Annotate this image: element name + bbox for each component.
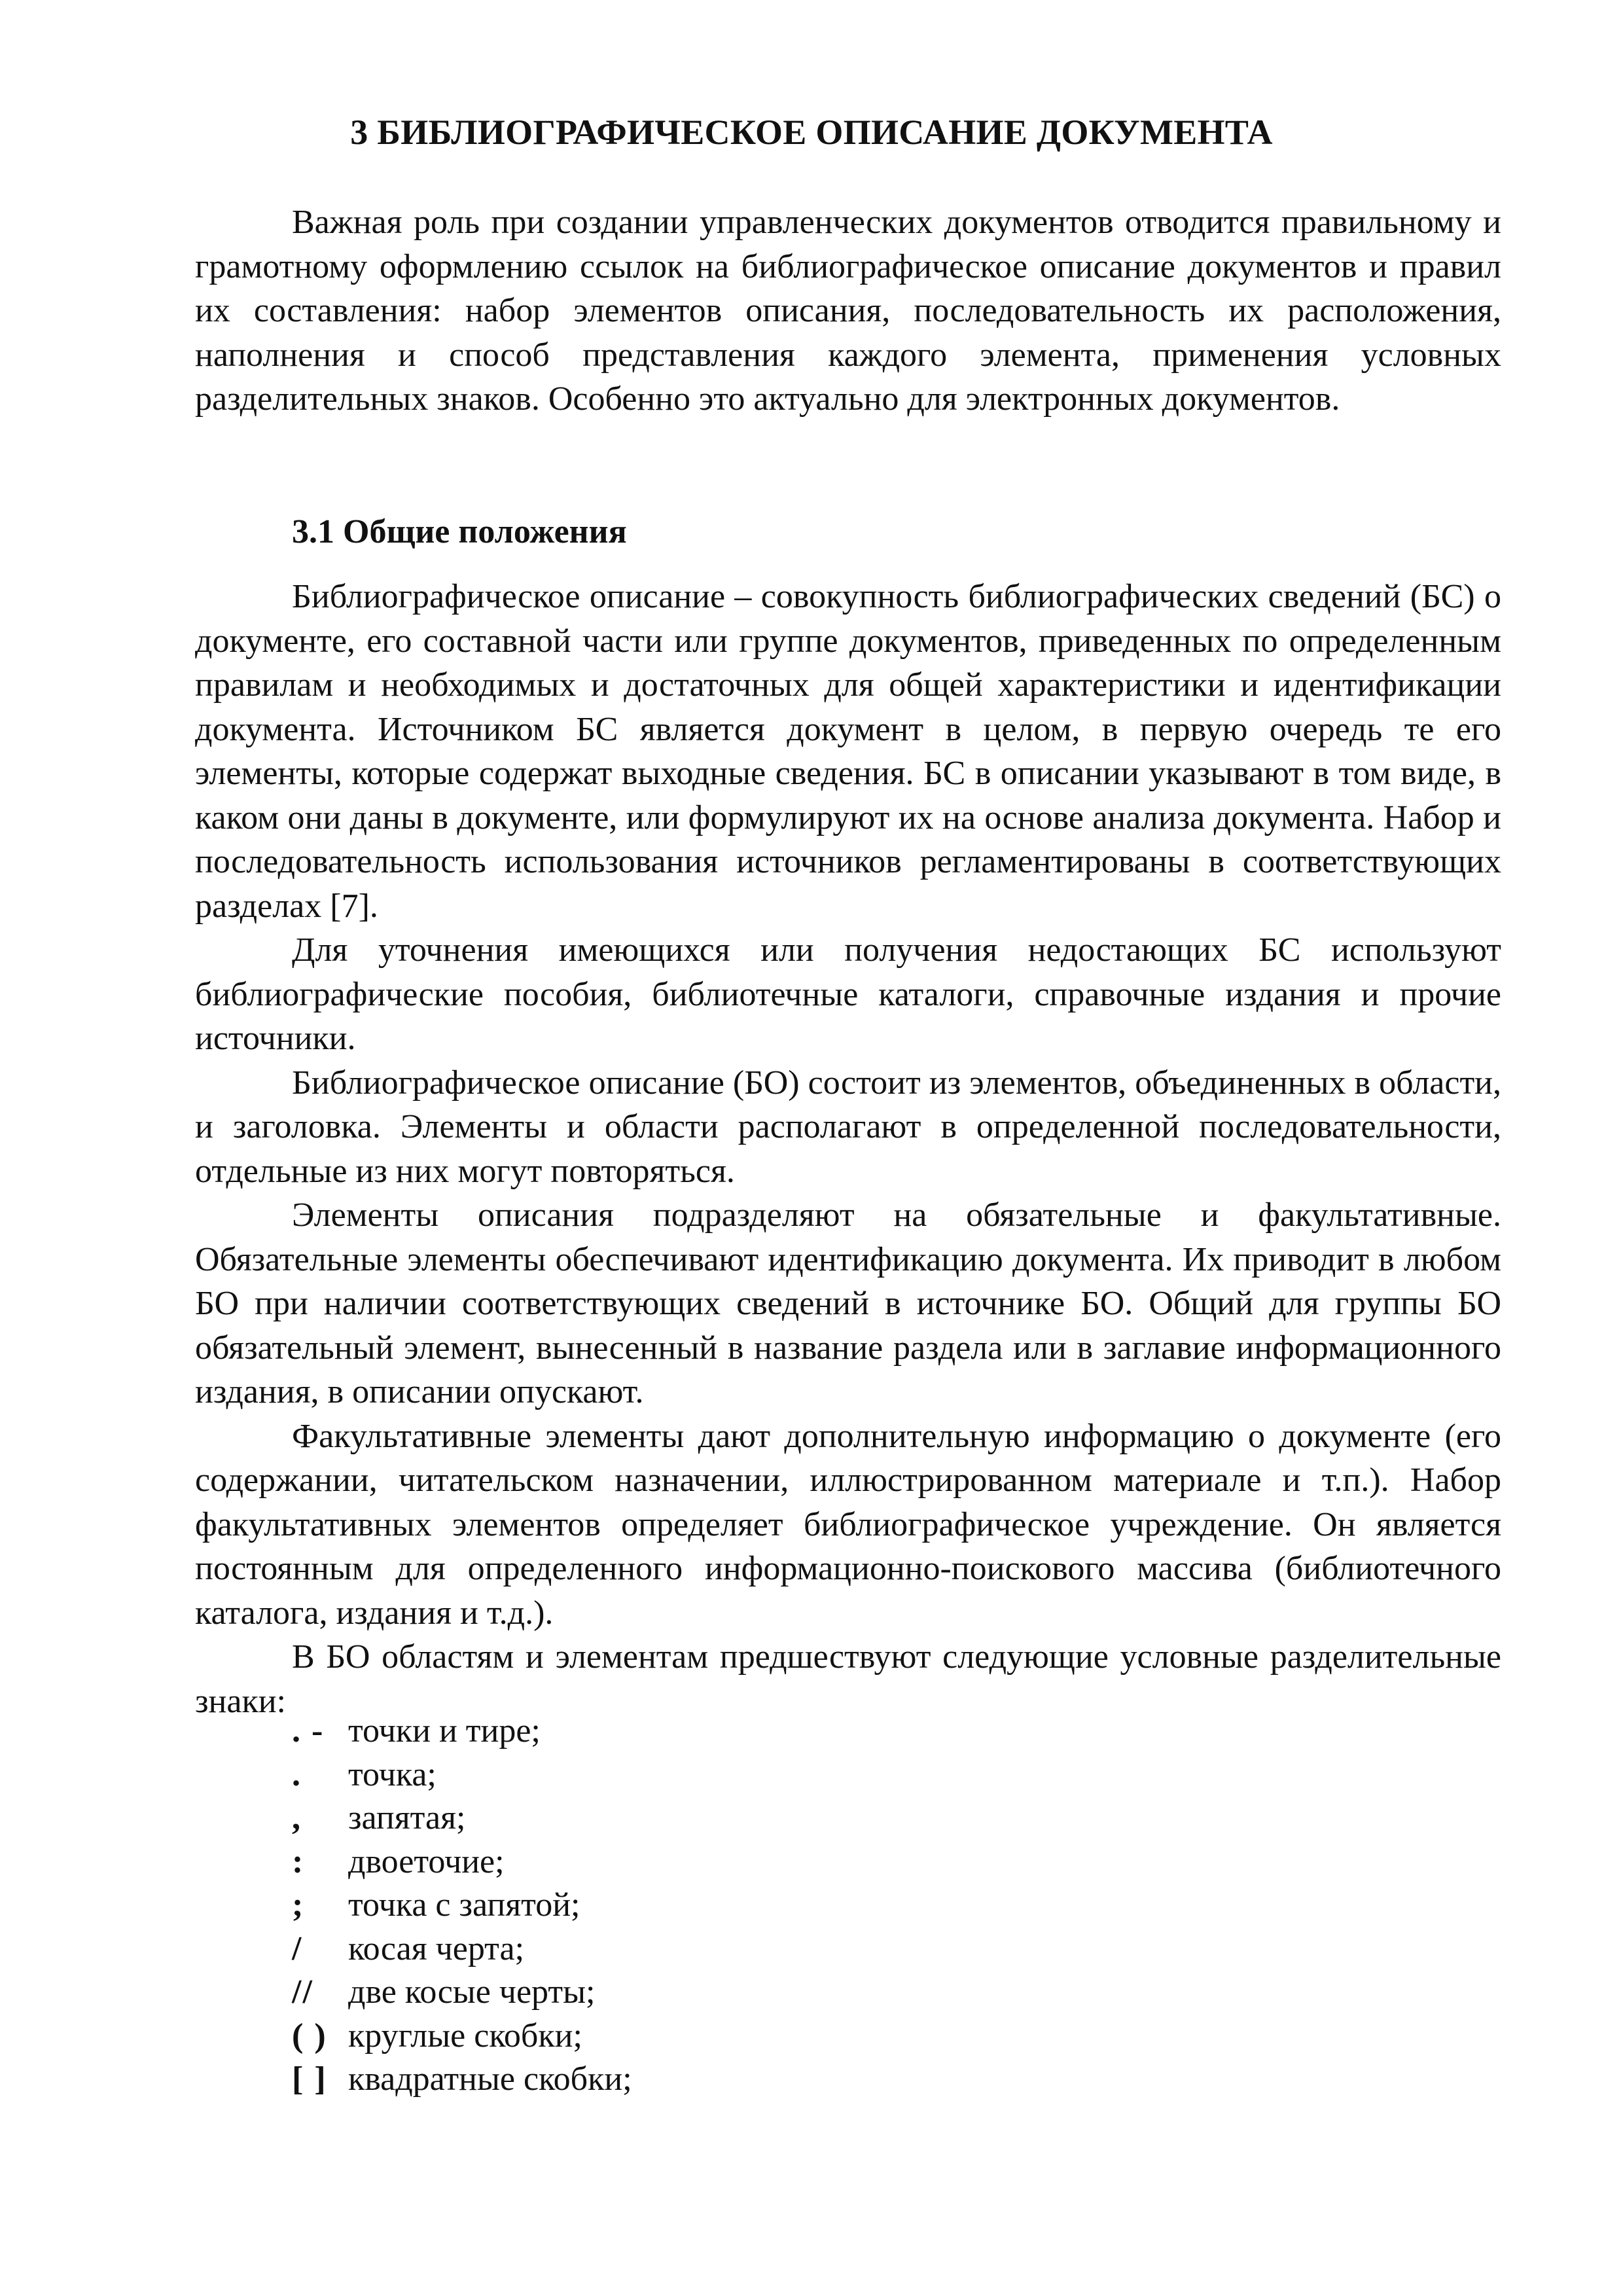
mark-label: точки и тире; — [348, 1712, 541, 1749]
body-paragraph: Библиографическое описание – совокупность библиографических сведений (БС) о документе, его составной части или группе документов, приведенных по определенным правилам и необходимых и достаточных для общей характеристики и идентификации документа. Источником БС является документ в целом, в первую очередь те его элементы, которые содержат выходные сведения. БС в описании указывают в том виде, в каком они даны в документе, или формулируют их на основе анализа документа. Набор и последовательность использования источников регламентированы в соответствующих разделах [7]. — [195, 578, 1501, 925]
mark-label: квадратные скобки; — [348, 2060, 632, 2098]
mark-symbol: , — [292, 1799, 302, 1837]
mark-label: круглые скобки; — [348, 2017, 582, 2054]
body-paragraph: Для уточнения имеющихся или получения недостающих БС используют библиографические пособия, библиотечные каталоги, справочные издания и прочие источники. — [195, 931, 1501, 1057]
mark-symbol: [ ] — [292, 2060, 327, 2098]
body-paragraph: Факультативные элементы дают дополнительную информацию о документе (его содержании, читательском назначении, иллюстрированном материале и т.п.). Набор факультативных элементов определяет библиографическое учреждение. Он является постоянным для определенного информационно-поискового массива (библиотечного каталога, издания и т.д.). — [195, 1417, 1501, 1632]
body-paragraph: Библиографическое описание (БО) состоит из элементов, объединенных в области, и заголовка. Элементы и области располагают в определенной последовательности, отдельные из них могут повторяться. — [195, 1064, 1501, 1190]
list-item — [292, 1753, 632, 1797]
list-item — [292, 2058, 632, 2102]
body-paragraph: В БО областям и элементам предшествуют следующие условные разделительные знаки: — [195, 1638, 1501, 1720]
mark-label: две косые черты; — [348, 1973, 596, 2011]
intro-paragraph: Важная роль при создании управленческих документов отводится правильному и грамотному оформлению ссылок на библиографическое описание документов и правил их составления: набор элементов описания, последовательность их расположения, наполнения и способ представления каждого элемента, применения условных разделительных знаков. Особенно это актуально для электронных документов. — [195, 204, 1501, 418]
list-item — [292, 1971, 632, 2015]
section-body — [195, 575, 1501, 1723]
list-item — [292, 1797, 632, 1840]
list-item — [292, 1840, 632, 1884]
list-item — [292, 1884, 632, 1928]
mark-symbol: : — [292, 1842, 305, 1880]
mark-symbol: . - — [292, 1712, 325, 1749]
mark-label: точка; — [348, 1755, 437, 1793]
mark-label: двоеточие; — [348, 1842, 505, 1880]
list-item — [292, 2015, 632, 2058]
mark-symbol: ; — [292, 1886, 305, 1924]
separator-marks-list — [292, 1710, 632, 2102]
mark-symbol: . — [292, 1755, 302, 1793]
chapter-title: 3 БИБЛИОГРАФИЧЕСКОЕ ОПИСАНИЕ ДОКУМЕНТА — [350, 113, 1273, 152]
mark-label: точка с запятой; — [348, 1886, 580, 1924]
mark-symbol: / — [292, 1929, 303, 1967]
mark-label: запятая; — [348, 1799, 466, 1837]
list-item — [292, 1710, 632, 1753]
body-paragraph: Элементы описания подразделяют на обязательные и факультативные. Обязательные элементы обеспечивают идентификацию документа. Их приводит в любом БО при наличии соответствующих сведений в источнике БО. Общий для группы БО обязательный элемент, вынесенный в название раздела или в заглавие информационного издания, в описании опускают. — [195, 1196, 1501, 1410]
list-item — [292, 1928, 632, 1971]
mark-symbol: // — [292, 1973, 313, 2011]
section-title: 3.1 Общие положения — [292, 513, 627, 550]
mark-label: косая черта; — [348, 1929, 525, 1967]
mark-symbol: ( ) — [292, 2017, 327, 2054]
